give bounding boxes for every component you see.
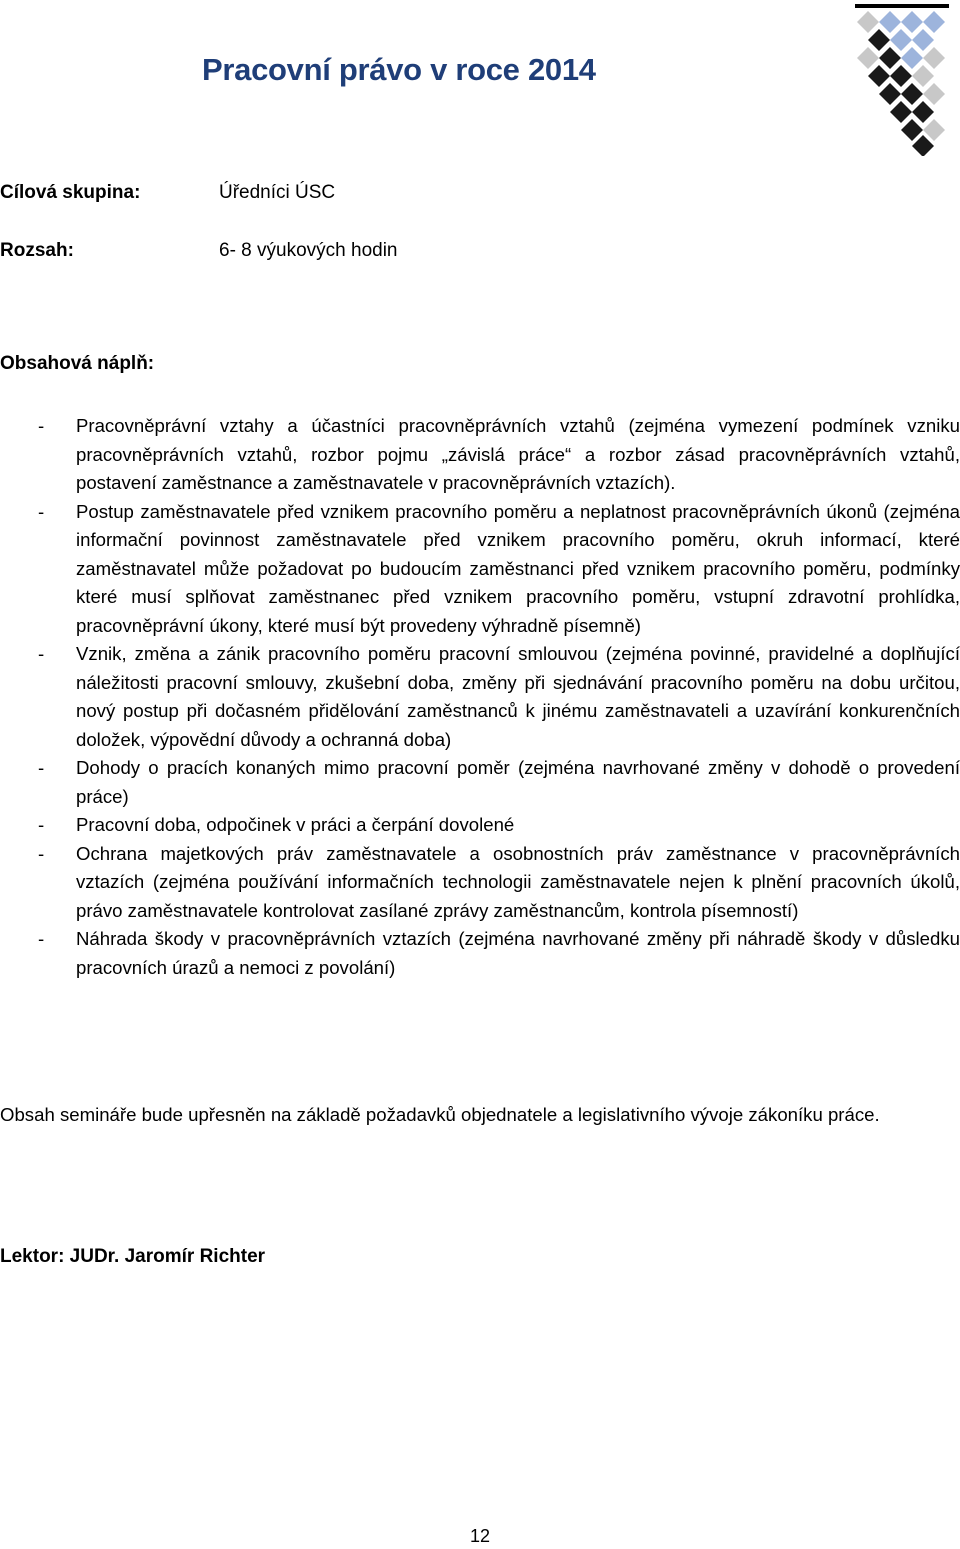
list-item-text: Pracovní doba, odpočinek v práci a čerpání dovolené xyxy=(76,814,515,835)
logo-diamond xyxy=(879,83,901,105)
closing-note: Obsah semináře bude upřesněn na základě požadavků objednatele a legislativního vývoje zákoníku práce. xyxy=(0,1104,880,1125)
bullet-dash: - xyxy=(38,814,45,835)
lecturer-line: Lektor: JUDr. Jaromír Richter xyxy=(0,1246,266,1267)
logo-diamond xyxy=(923,119,945,141)
page-number: 12 xyxy=(470,1526,491,1546)
logo-diamond xyxy=(923,11,945,33)
logo-diamond xyxy=(901,83,923,105)
target-group-label: Cílová skupina: xyxy=(0,182,141,203)
content-list xyxy=(0,412,960,982)
list-item-text: Vznik, změna a zánik pracovního poměru pracovní smlouvou (zejména povinné, pravidelné a doplňující náležitosti pracovní smlouvy, zkušební doba, změny při sjednávání pracovního poměru na dobu určitou, nový postup při dočasném přidělování zaměstnanců k jinému zaměstnavateli a uzavírání konkurenčních doložek, výpovědní důvody a ochranná doba) xyxy=(76,643,960,750)
bullet-dash: - xyxy=(38,500,45,522)
logo-diamond xyxy=(901,47,923,69)
page-title: Pracovní právo v roce 2014 xyxy=(202,52,596,87)
list-item-text: Ochrana majetkových práv zaměstnavatele a osobnostních práv zaměstnance v pracovněprávních vztazích (zejména používání informačních technologii zaměstnavatele nejen k plnění pracovních úkolů, právo zaměstnavatele kontrolovat zasílané zprávy zaměstnancům, kontrola písemností) xyxy=(76,842,960,921)
list-item-text: Pracovněprávní vztahy a účastníci pracovněprávních vztahů (zejména vymezení podmínek vzniku pracovněprávních vztahů, rozbor pojmu „závislá práce“ a rozbor zásad pracovněprávních vztahů, postavení zaměstnance a zaměstnavatele v pracovněprávních vztazích). xyxy=(76,415,960,493)
logo-diamond xyxy=(879,47,901,69)
list-item xyxy=(0,498,960,641)
logo-diamond xyxy=(857,47,879,69)
bullet-dash: - xyxy=(38,842,45,864)
logo-diamond xyxy=(890,65,912,87)
logo-diamond xyxy=(857,11,879,33)
target-group-value: Úředníci ÚSC xyxy=(219,182,336,203)
bullet-dash: - xyxy=(38,415,45,436)
list-item xyxy=(0,754,960,811)
logo-diamond xyxy=(912,101,934,123)
list-item-text: Náhrada škody v pracovněprávních vztazích (zejména navrhované změny při náhradě škody v důsledku pracovních úrazů a nemoci z povolání) xyxy=(76,928,960,978)
logo-diamond xyxy=(912,29,934,51)
list-item-text: Postup zaměstnavatele před vznikem pracovního poměru a neplatnost pracovněprávních úkonů (zejména informační povinnost zaměstnavatele před vznikem pracovního poměru, okruh informací, které zaměstnavatel může požadovat po budoucím zaměstnanci před vznikem pracovního poměru, podmínky které musí splňovat zaměstnanec před vznikem pracovního poměru, vstupní zdravotní prohlídka, pracovněprávní úkony, které musí být provedeny výhradně písemně) xyxy=(76,500,960,636)
list-item xyxy=(0,811,960,840)
list-item xyxy=(0,840,960,926)
logo-diamond xyxy=(890,29,912,51)
bullet-dash: - xyxy=(38,928,45,949)
logo-diamond xyxy=(923,47,945,69)
logo-diamond xyxy=(868,29,890,51)
logo-diamond xyxy=(912,135,934,156)
list-item xyxy=(0,640,960,754)
logo-diamond xyxy=(879,11,901,33)
list-item xyxy=(0,925,960,982)
bullet-dash: - xyxy=(38,643,45,664)
logo-diamond xyxy=(923,83,945,105)
diamond-grid-logo-icon xyxy=(850,0,956,156)
logo-diamond xyxy=(901,11,923,33)
scope-value: 6- 8 výukových hodin xyxy=(219,240,398,261)
logo-diamond xyxy=(890,101,912,123)
content-section-label: Obsahová náplň: xyxy=(0,353,155,374)
logo-diamond xyxy=(912,65,934,87)
scope-label: Rozsah: xyxy=(0,240,74,261)
logo-diamond xyxy=(901,119,923,141)
bullet-dash: - xyxy=(38,757,45,778)
logo-diamond xyxy=(868,65,890,87)
list-item xyxy=(0,412,960,498)
list-item-text: Dohody o pracích konaných mimo pracovní poměr (zejména navrhované změny v dohodě o provedení práce) xyxy=(76,757,960,807)
